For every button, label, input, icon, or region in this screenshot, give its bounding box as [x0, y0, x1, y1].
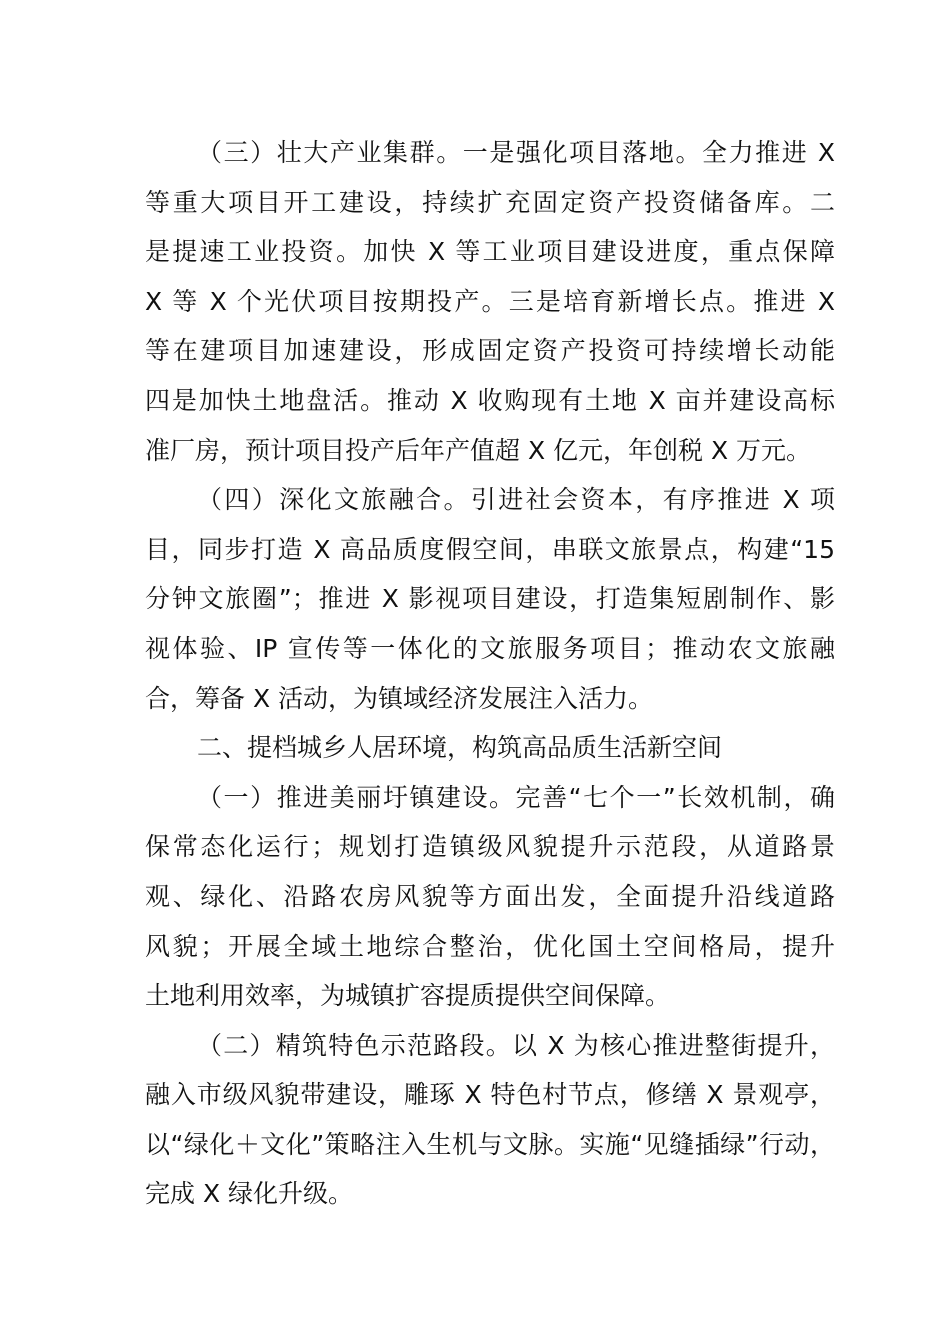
text-line: 完成 X 绿化升级。 — [145, 1179, 354, 1209]
text-line: 等在建项目加速建设，形成固定资产投资可持续增长动能 — [145, 336, 835, 366]
text-line: 目，同步打造 X 高品质度假空间，串联文旅景点，构建“15 — [145, 534, 835, 564]
text-line: （三）壮大产业集群。一是强化项目落地。全力推进 X — [197, 138, 835, 167]
paragraph-culture-tourism — [145, 475, 835, 723]
text-line: 观、绿化、沿路农房风貌等方面出发，全面提升沿线道路 — [145, 881, 835, 911]
paragraph-beautiful-town — [145, 773, 835, 1021]
text-line: 保常态化运行；规划打造镇级风貌提升示范段，从道路景 — [145, 832, 835, 862]
text-line: 风貌；开展全域土地综合整治，优化国土空间格局，提升 — [145, 931, 835, 961]
text-line: 合，筹备 X 活动，为镇域经济发展注入活力。 — [145, 683, 654, 713]
document-body — [145, 128, 835, 1219]
text-line: 以“绿化＋文化”策略注入生机与文脉。实施“见缝插绿”行动， — [145, 1129, 835, 1159]
text-line: 四是加快土地盘活。推动 X 收购现有土地 X 亩并建设高标 — [145, 385, 835, 415]
text-line: 等重大项目开工建设，持续扩充固定资产投资储备库。二 — [145, 187, 835, 217]
section-heading — [145, 723, 835, 773]
text-line: 分钟文旅圈”；推进 X 影视项目建设，打造集短剧制作、影 — [145, 584, 835, 614]
text-line: 准厂房，预计项目投产后年产值超 X 亿元，年创税 X 万元。 — [145, 435, 812, 465]
text-line: （四）深化文旅融合。引进社会资本，有序推进 X 项 — [197, 485, 835, 515]
text-line: X 等 X 个光伏项目按期投产。三是培育新增长点。推进 X — [145, 286, 835, 316]
text-line: 土地利用效率，为城镇扩容提质提供空间保障。 — [145, 981, 671, 1011]
text-line: （一）推进美丽圩镇建设。完善“七个一”长效机制，确 — [197, 782, 835, 812]
paragraph-demo-road — [145, 1021, 835, 1219]
text-line: （二）精筑特色示范路段。以 X 为核心推进整街提升， — [197, 1030, 835, 1060]
text-line: 是提速工业投资。加快 X 等工业项目建设进度，重点保障 — [145, 237, 835, 267]
text-line: 融入市级风貌带建设，雕琢 X 特色村节点，修缮 X 景观亭， — [145, 1080, 835, 1110]
heading-text: 二、提档城乡人居环境，构筑高品质生活新空间 — [197, 733, 723, 763]
text-line: 视体验、IP 宣传等一体化的文旅服务项目；推动农文旅融 — [145, 633, 835, 663]
paragraph-industry-clusters — [145, 128, 835, 475]
